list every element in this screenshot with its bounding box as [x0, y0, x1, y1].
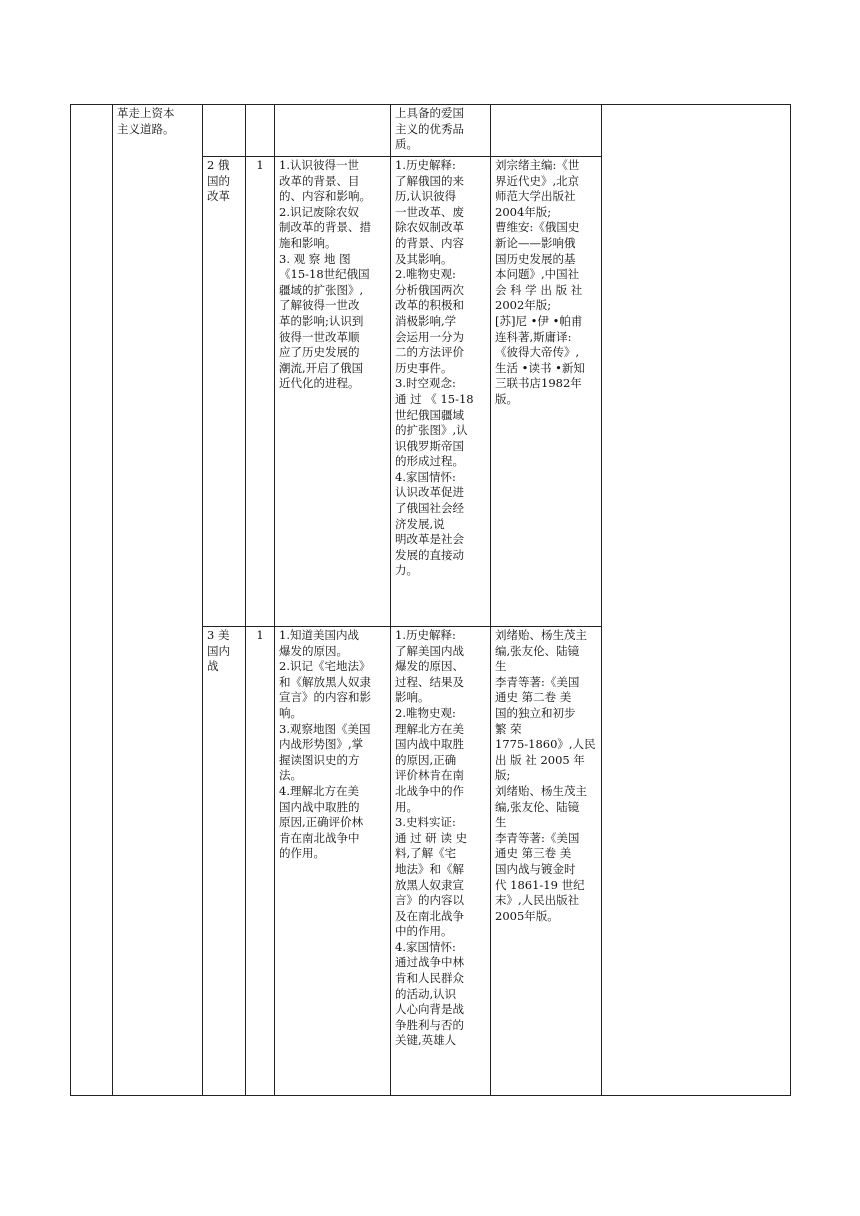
lesson-name-cell: [203, 105, 246, 157]
resources-cell: [491, 105, 602, 157]
module-cell: [71, 105, 113, 1096]
learning-objectives-cell: 1.认识彼得一世 改革的背景、目 的、内容和影响。 2.识记废除农奴 制改革的背景、措 施和影响。 3. 观 察 地 图 《15-18世纪俄国 疆域的扩张图》, 了解彼得一世改 革的影响;认识到 彼得一世改革顺 应了历史发展的 潮流,开启了俄国 近代化的进程。: [275, 157, 391, 627]
learning-objectives-cell: [275, 105, 391, 157]
lesson-hours-cell: [246, 105, 275, 157]
lesson-name-cell: 2 俄 国的 改革: [203, 157, 246, 627]
lesson-name-cell: 3 美 国内 战: [203, 627, 246, 1096]
table-row: [71, 105, 791, 157]
core-literacy-cell: 1.历史解释: 了解俄国的来 历,认识彼得 一世改革、废 除农奴制改革 的背景、内容 及其影响。 2.唯物史观: 分析俄国两次 改革的积极和 消极影响,学 会运用一分为 二的方法评价 历史事件。 3.时空观念: 通 过 《 15-18 世纪俄国疆域 的扩张图》,认 识俄罗斯帝国 的形成过程。 4.家国情怀: 认识改革促进 了俄国社会经 济发展,说 明改革是社会 发展的直接动 力。: [391, 157, 491, 627]
unit-description-cell: 革走上资本 主义道路。: [113, 105, 203, 1096]
notes-cell: [602, 105, 791, 1096]
resources-cell: 刘宗绪主编:《世 界近代史》,北京 师范大学出版社 2004年版; 曹维安:《俄国史 新论——影响俄 国历史发展的基 本问题》,中国社 会 科 学 出 版 社 2002年版; [苏]尼 •伊 •帕甫 连科著,斯庸译: 《彼得大帝传》, 生活 •读书 •新知 三联书店1982年 版。: [491, 157, 602, 627]
lesson-hours-cell: 1: [246, 157, 275, 627]
core-literacy-cell: 1.历史解释: 了解美国内战 爆发的原因、 过程、结果及 影响。 2.唯物史观: 理解北方在美 国内战中取胜 的原因,正确 评价林肯在南 北战争中的作 用。 3.史料实证: 通 过 研 读 史 料,了解《宅 地法》和《解 放黑人奴隶宣 言》的内容以 及在南北战争 中的作用。 4.家国情怀: 通过战争中林 肯和人民群众 的活动,认识 人心向背是战 争胜利与否的 关键,英雄人: [391, 627, 491, 1096]
learning-objectives-cell: 1.知道美国内战 爆发的原因。 2.识记《宅地法》 和《解放黑人奴隶 宣言》的内容和影 响。 3.观察地图《美国 内战形势图》,掌 握读图识史的方 法。 4.理解北方在美 国内战中取胜的 原因,正确评价林 肯在南北战争中 的作用。: [275, 627, 391, 1096]
resources-cell: 刘绪贻、杨生茂主 编,张友伦、陆镜 生 李青等著:《美国 通史 第二卷 美 国的独立和初步 繁 荣 1775-1860》,人民 出 版 社 2005 年 版; 刘绪贻、杨生茂主 编,张友伦、陆镜 生 李青等著:《美国 通史 第三卷 美 国内战与镀金时 代 1861-19 世纪 末》,人民出版社 2005年版。: [491, 627, 602, 1096]
core-literacy-cell: 上具备的爱国 主义的优秀品 质。: [391, 105, 491, 157]
lesson-hours-cell: 1: [246, 627, 275, 1096]
curriculum-table: [70, 104, 791, 1096]
